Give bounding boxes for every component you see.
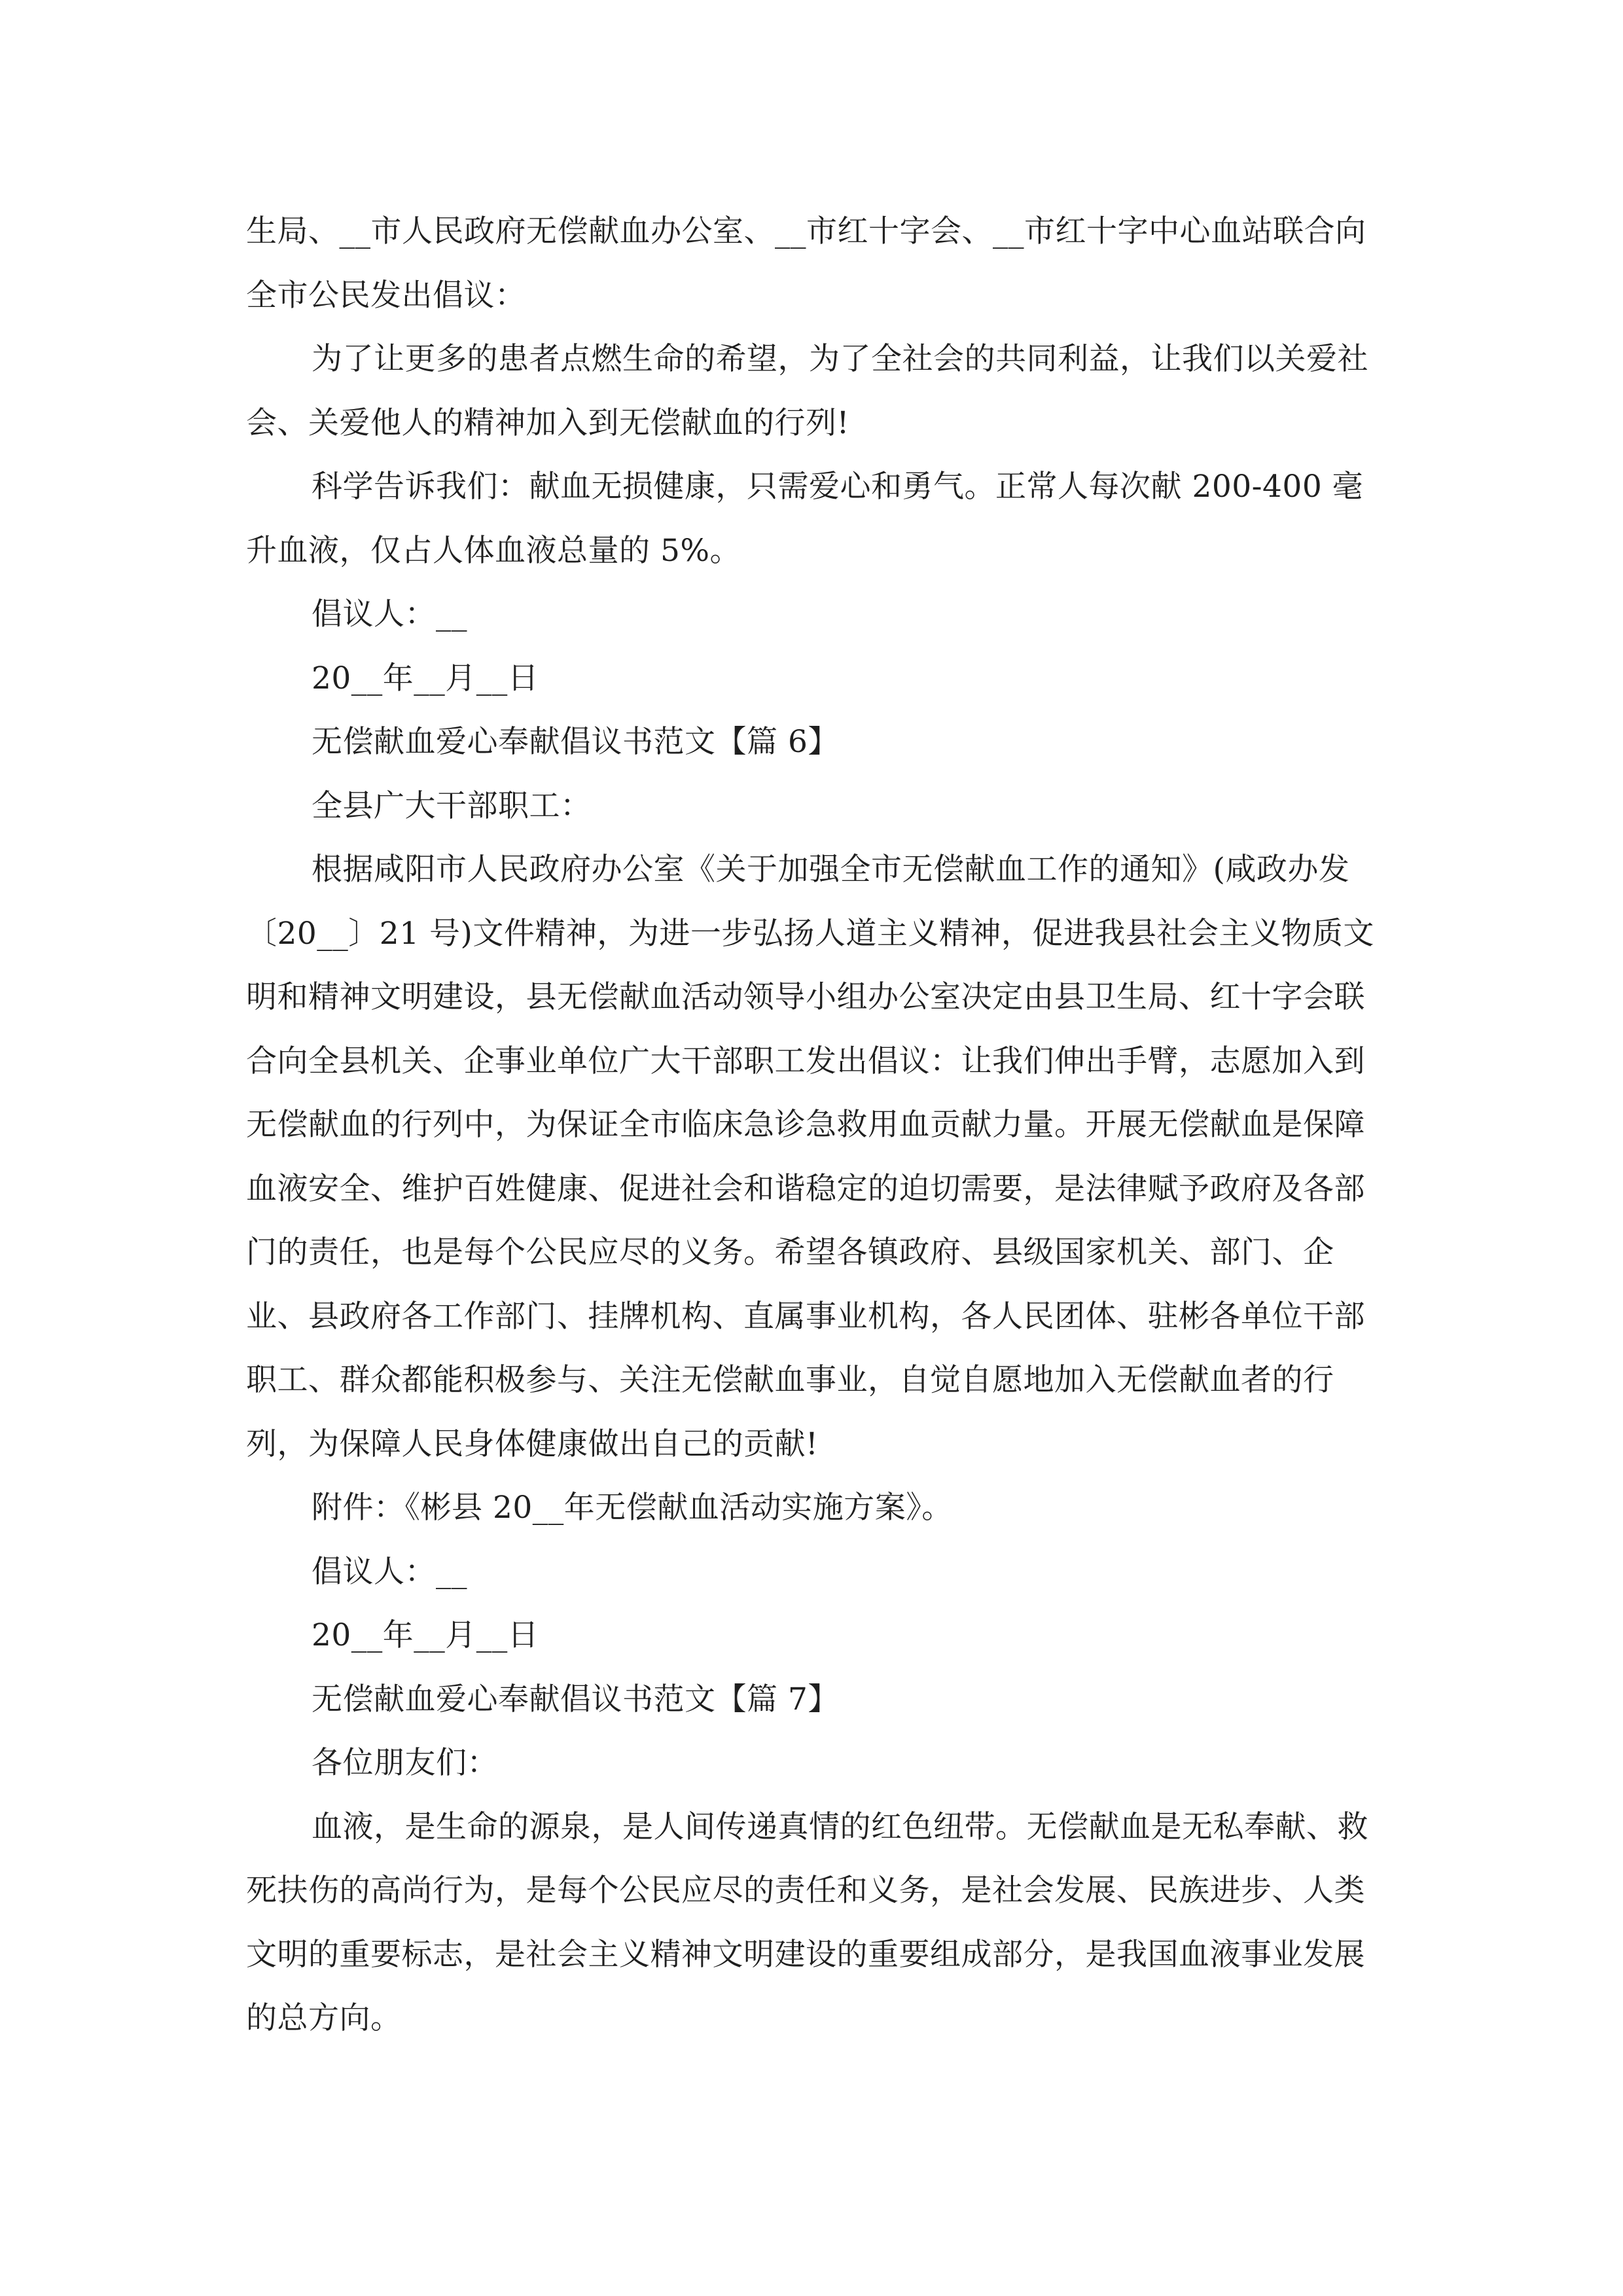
salutation-6: 全县广大干部职工： (312, 787, 592, 824)
attachment-line: 附件：《彬县 20__年无偿献血活动实施方案》。 (312, 1490, 953, 1526)
paragraph-body-7: 血液，是生命的源泉，是人间传递真情的红色纽带。无偿献血是无私奉献、救死扶伤的高尚行为，是每个公民应尽的责任和义务，是社会发展、民族进步、人类文明的重要标志，是社会主义精神文明建设的重要组成部分，是我国血液事业发展的总方向。 (246, 1808, 1368, 2036)
salutation-7: 各位朋友们： (312, 1745, 498, 1781)
document-body (246, 200, 1377, 2051)
paragraph-intro-continuation: 生局、__市人民政府无偿献血办公室、__市红十字会、__市红十字中心血站联合向全市公民发出倡议： (246, 213, 1366, 314)
paragraph-body-6: 根据咸阳市人民政府办公室《关于加强全市无偿献血工作的通知》(咸政办发〔20__〕21 号)文件精神，为进一步弘扬人道主义精神，促进我县社会主义物质文明和精神文明建设，县无偿献血活动领导小组办公室决定由县卫生局、红十字会联合向全县机关、企事业单位广大干部职工发出倡议：让我们伸出手臂，志愿加入到无偿献血的行列中，为保证全市临床急诊急救用血贡献力量。开展无偿献血是保障血液安全、维护百姓健康、促进社会和谐稳定的迫切需要，是法律赋予政府及各部门的责任，也是每个公民应尽的义务。希望各镇政府、县级国家机关、部门、企业、县政府各工作部门、挂牌机构、直属事业机构，各人民团体、驻彬各单位干部职工、群众都能积极参与、关注无偿献血事业，自觉自愿地加入无偿献血者的行列，为保障人民身体健康做出自己的贡献! (246, 852, 1374, 1462)
signature-line-6: 倡议人：__ (312, 1553, 467, 1590)
paragraph-science: 科学告诉我们：献血无损健康，只需爱心和勇气。正常人每次献 200-400 毫升血液，仅占人体血液总量的 5%。 (246, 469, 1364, 569)
section-heading-7: 无偿献血爱心奉献倡议书范文【篇 7】 (312, 1681, 839, 1717)
signature-line: 倡议人：__ (312, 596, 467, 632)
paragraph-appeal: 为了让更多的患者点燃生命的希望，为了全社会的共同利益，让我们以关爱社会、关爱他人的精神加入到无偿献血的行列! (246, 341, 1368, 441)
date-line-6: 20__年__月__日 (312, 1617, 539, 1653)
section-heading-6: 无偿献血爱心奉献倡议书范文【篇 6】 (312, 724, 839, 760)
date-line: 20__年__月__日 (312, 660, 539, 696)
